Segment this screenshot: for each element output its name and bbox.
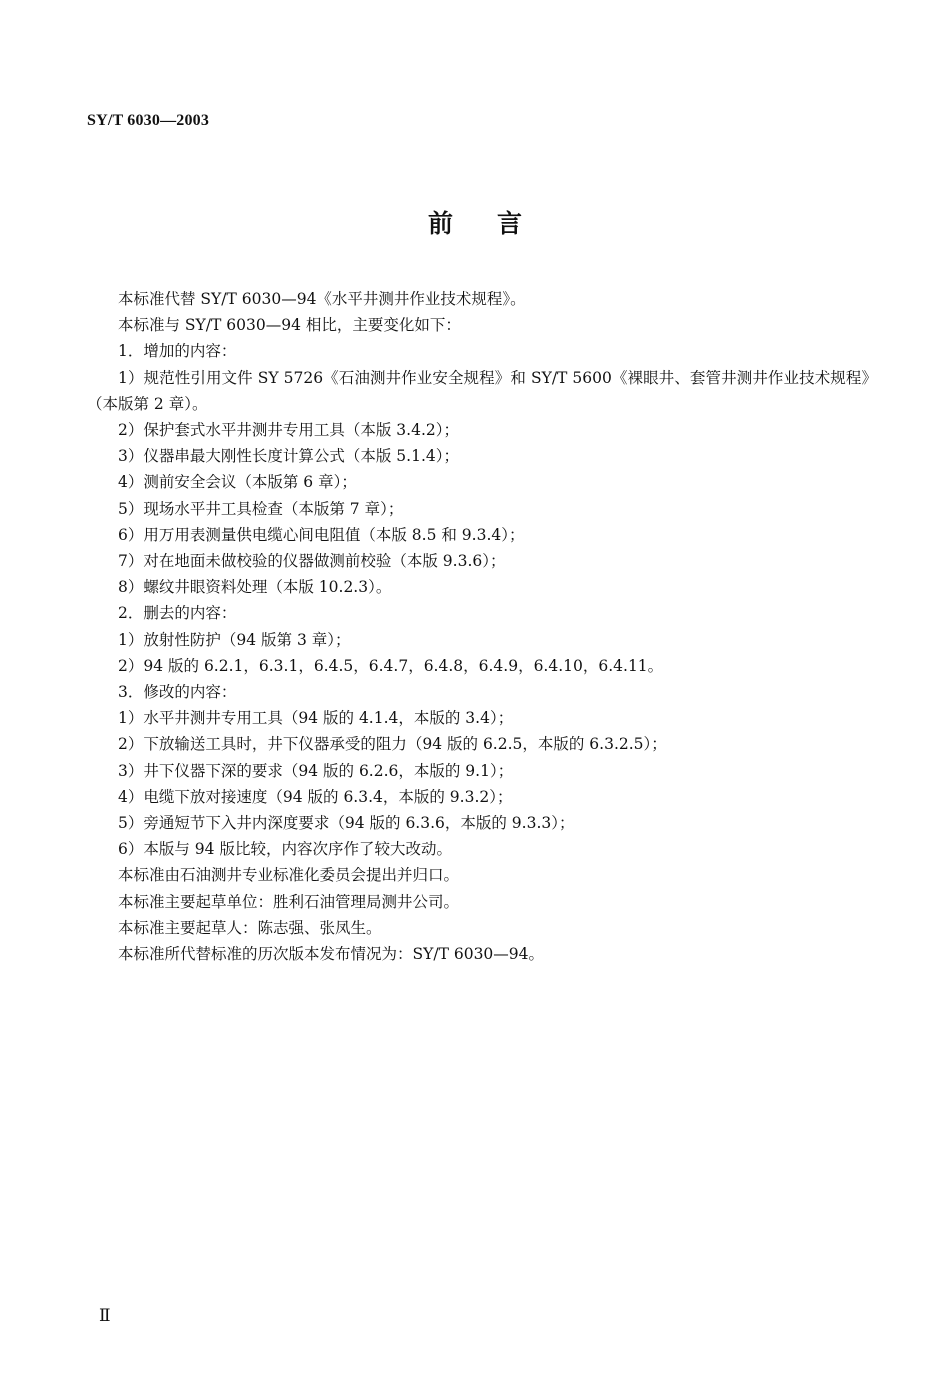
- list-item: 2）保护套式水平井测井专用工具（本版 3.4.2）；: [118, 421, 459, 440]
- paragraph: 本标准代替 SY/T 6030—94《水平井测井作业技术规程》。: [118, 290, 526, 308]
- list-item: 3）井下仪器下深的要求（94 版的 6.2.6，本版的 9.1）；: [118, 761, 514, 780]
- list-item: 8）螺纹井眼资料处理（本版 10.2.3）。: [118, 578, 392, 597]
- list-item: 7）对在地面未做校验的仪器做测前校验（本版 9.3.6）；: [118, 552, 506, 571]
- paragraph: 本标准所代替标准的历次版本发布情况为：SY/T 6030—94。: [118, 945, 545, 964]
- list-item: 1）规范性引用文件 SY 5726《石油测井作业安全规程》和 SY/T 5600《裸眼井、套管井测井作业技术规程》（本版第 2 章）。: [87, 368, 877, 413]
- list-item: 1）放射性防护（94 版第 3 章）；: [118, 630, 351, 649]
- list-item: 2）94 版的 6.2.1，6.3.1，6.4.5，6.4.7，6.4.8，6.4.9，6.4.10，6.4.11。: [118, 656, 664, 675]
- paragraph: 本标准主要起草人：陈志强、张凤生。: [118, 918, 382, 937]
- page-number: Ⅱ: [99, 1306, 111, 1325]
- list-item: 5）旁通短节下入井内深度要求（94 版的 6.3.6，本版的 9.3.3）；: [118, 814, 575, 833]
- list-item: 2）下放输送工具时，井下仪器承受的阻力（94 版的 6.2.5，本版的 6.3.2.5）；: [118, 735, 667, 754]
- standard-code: SY/T 6030—2003: [87, 112, 210, 129]
- list-item: 4）测前安全会议（本版第 6 章）；: [118, 473, 357, 492]
- list-item: 6）本版与 94 版比较，内容次序作了较大改动。: [118, 840, 452, 859]
- section-heading-added: 1．增加的内容：: [118, 342, 237, 361]
- section-heading-modified: 3．修改的内容：: [118, 683, 237, 702]
- foreword-body: [87, 286, 877, 967]
- page-title: 前言: [427, 209, 566, 238]
- paragraph: 本标准主要起草单位：胜利石油管理局测井公司。: [118, 892, 460, 911]
- list-item: 3）仪器串最大刚性长度计算公式（本版 5.1.4）；: [118, 447, 459, 466]
- list-item: 6）用万用表测量供电缆心间电阻值（本版 8.5 和 9.3.4）；: [118, 525, 525, 544]
- section-heading-removed: 2．删去的内容：: [118, 604, 237, 623]
- paragraph: 本标准与 SY/T 6030—94 相比，主要变化如下：: [118, 316, 461, 335]
- list-item: 4）电缆下放对接速度（94 版的 6.3.4，本版的 9.3.2）；: [118, 787, 513, 806]
- paragraph: 本标准由石油测井专业标准化委员会提出并归口。: [118, 866, 460, 885]
- list-item: 1）水平井测井专用工具（94 版的 4.1.4，本版的 3.4）；: [118, 709, 514, 728]
- list-item: 5）现场水平井工具检查（本版第 7 章）；: [118, 499, 404, 518]
